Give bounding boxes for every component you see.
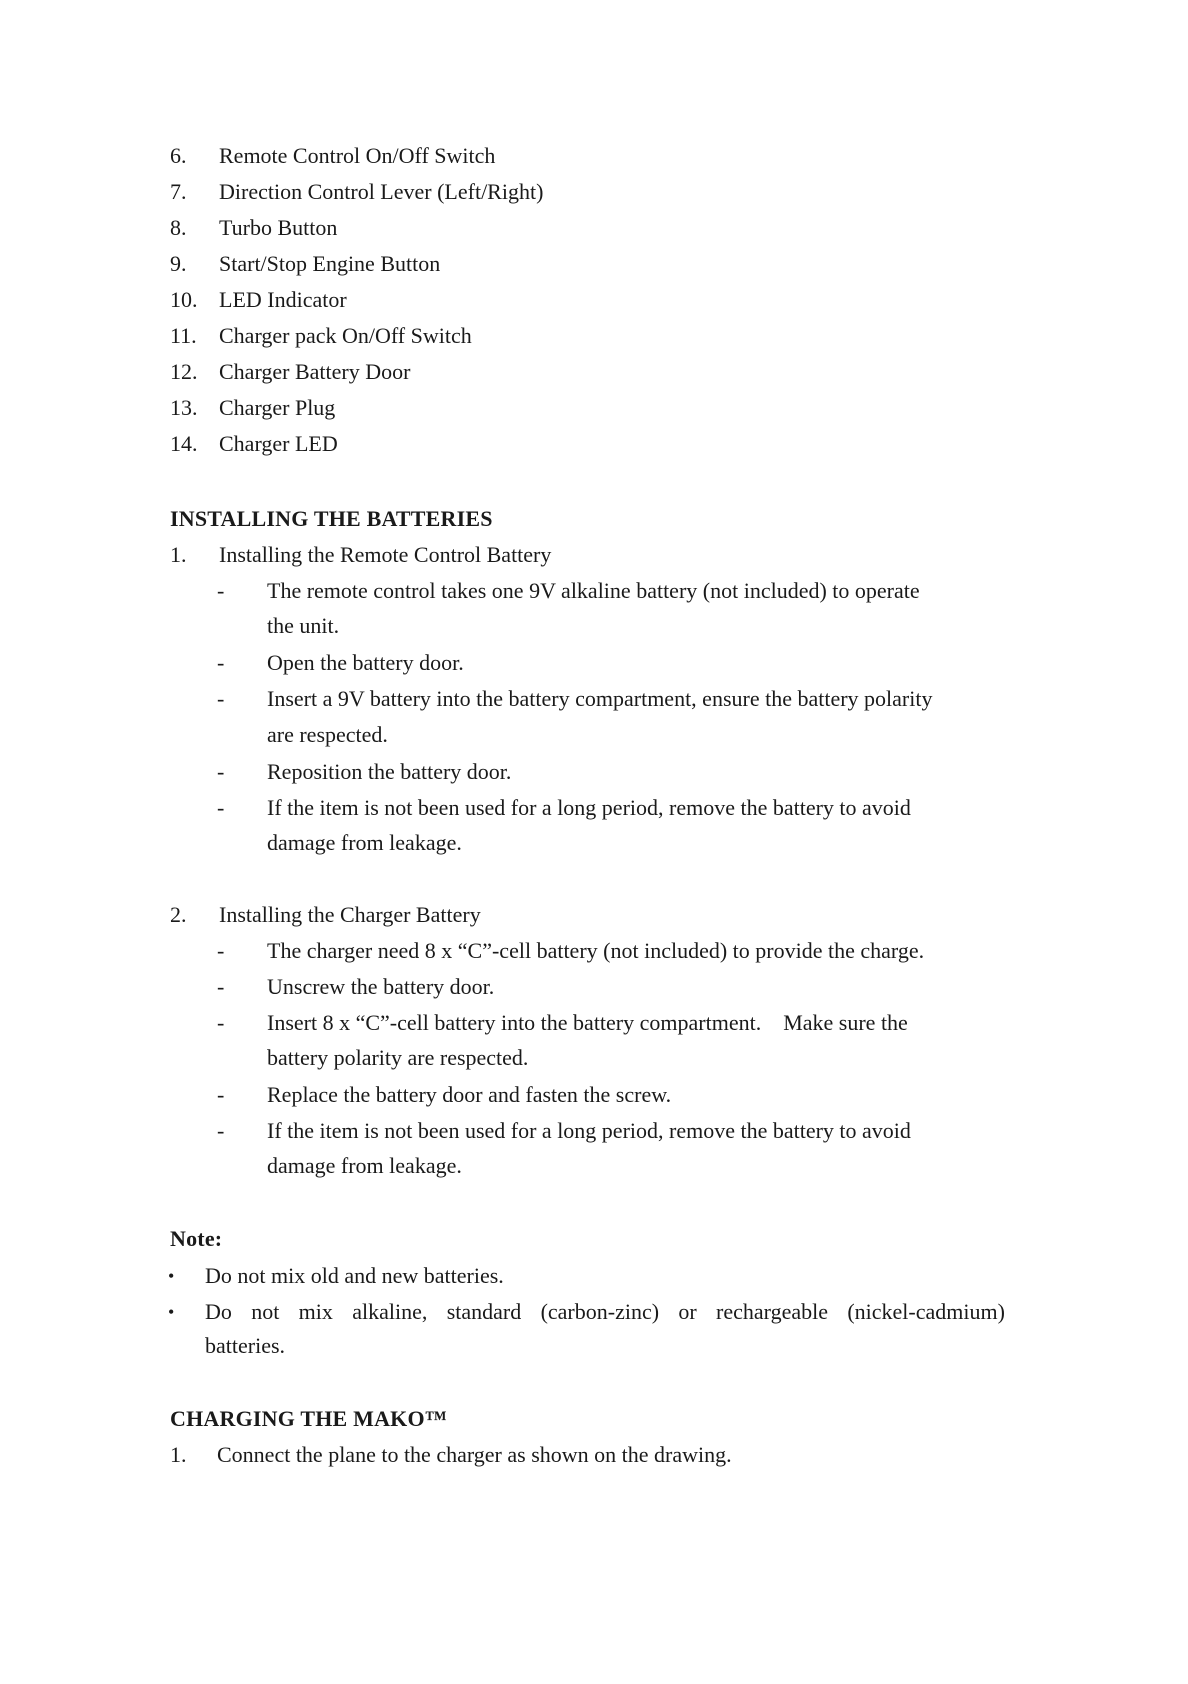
dash-marker: - [217, 686, 225, 711]
dash-marker: - [217, 1118, 225, 1143]
dash-marker: - [217, 974, 225, 999]
list-label: Charger Battery Door [219, 359, 411, 384]
note-word: standard [446, 1299, 522, 1324]
step-text: are respected. [267, 722, 388, 747]
bullet-marker: • [168, 1266, 175, 1286]
note-text: batteries. [205, 1333, 286, 1358]
step-text: Insert 8 x “C”-cell battery into the battery compartment. Make sure the [267, 1010, 908, 1035]
list-number: 7. [170, 179, 187, 204]
list-label: Charger LED [219, 431, 338, 456]
list-label: LED Indicator [219, 287, 347, 312]
list-label: Turbo Button [219, 215, 338, 240]
section-heading: INSTALLING THE BATTERIES [170, 506, 493, 531]
note-word: (nickel-cadmium) [847, 1299, 1005, 1324]
list-number: 14. [170, 431, 198, 456]
step-text: Unscrew the battery door. [267, 974, 495, 999]
list-number: 2. [170, 902, 187, 927]
step-text: The charger need 8 x “C”-cell battery (not included) to provide the charge. [267, 938, 925, 963]
dash-marker: - [217, 1010, 225, 1035]
subsection-title: Installing the Remote Control Battery [219, 542, 552, 567]
step-text: damage from leakage. [267, 1153, 462, 1178]
note-word: mix [298, 1299, 333, 1324]
list-label: Connect the plane to the charger as shown on the drawing. [217, 1442, 732, 1467]
note-text: Do not mix old and new batteries. [205, 1263, 504, 1288]
step-text: Reposition the battery door. [267, 759, 512, 784]
list-label: Start/Stop Engine Button [219, 251, 441, 276]
step-text: Open the battery door. [267, 650, 464, 675]
list-number: 11. [170, 323, 197, 348]
list-number: 10. [170, 287, 198, 312]
step-text: the unit. [267, 613, 340, 638]
dash-marker: - [217, 759, 225, 784]
dash-marker: - [217, 650, 225, 675]
note-text-justified [205, 1299, 1005, 1325]
list-label: Remote Control On/Off Switch [219, 143, 496, 168]
note-word: Do [205, 1299, 232, 1324]
list-number: 8. [170, 215, 187, 240]
note-title: Note: [170, 1226, 223, 1251]
step-text: If the item is not been used for a long period, remove the battery to avoid [267, 795, 911, 820]
note-word: not [251, 1299, 280, 1324]
dash-marker: - [217, 795, 225, 820]
note-word: alkaline, [352, 1299, 428, 1324]
dash-marker: - [217, 938, 225, 963]
list-number: 6. [170, 143, 187, 168]
subsection-title: Installing the Charger Battery [219, 902, 481, 927]
list-number: 13. [170, 395, 198, 420]
note-word: (carbon-zinc) [540, 1299, 660, 1324]
step-text: battery polarity are respected. [267, 1045, 529, 1070]
dash-marker: - [217, 578, 225, 603]
list-number: 1. [170, 1442, 187, 1467]
step-text: damage from leakage. [267, 830, 462, 855]
list-label: Direction Control Lever (Left/Right) [219, 179, 544, 204]
dash-marker: - [217, 1082, 225, 1107]
step-text: If the item is not been used for a long period, remove the battery to avoid [267, 1118, 911, 1143]
step-text: The remote control takes one 9V alkaline battery (not included) to operate [267, 578, 920, 603]
list-label: Charger pack On/Off Switch [219, 323, 472, 348]
bullet-marker: • [168, 1302, 175, 1322]
list-number: 9. [170, 251, 187, 276]
list-label: Charger Plug [219, 395, 336, 420]
step-text: Insert a 9V battery into the battery compartment, ensure the battery polarity [267, 686, 933, 711]
list-number: 1. [170, 542, 187, 567]
step-text: Replace the battery door and fasten the screw. [267, 1082, 672, 1107]
note-word: or [678, 1299, 697, 1324]
note-word: rechargeable [716, 1299, 828, 1324]
section-heading: CHARGING THE MAKO™ [170, 1406, 447, 1431]
list-number: 12. [170, 359, 198, 384]
